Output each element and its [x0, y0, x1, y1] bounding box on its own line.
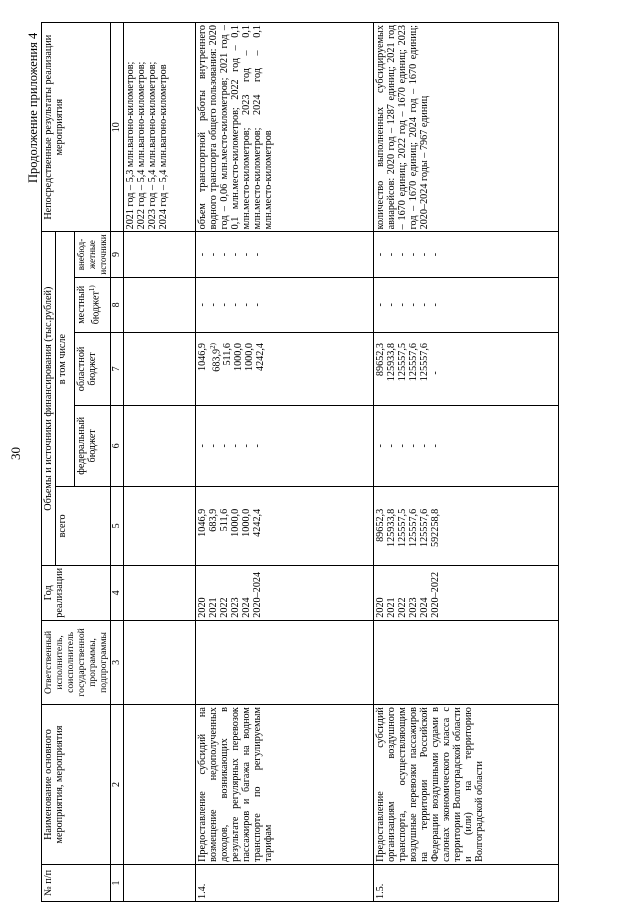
row-local: - - - - - -	[196, 277, 374, 332]
row-regional: 89652,3 125933,8 125557,5 125557,6 125557,6 -	[374, 333, 559, 406]
row-results: объем транспортной работы внутреннего водного транспорта общего пользования: 2020 год – 0,06 млн.место-километров; 2021 год – 0,1 млн.место-километров; 2022 год – 0,1 млн.место-километров; 2023 год – 0,1 млн.место-километров; 2024 год – 0,1 млн.место-километров	[196, 23, 374, 232]
row-local: - - - - - -	[374, 277, 559, 332]
column-number: 5	[111, 486, 124, 565]
header-executor: Ответственный исполнитель, соисполнитель государственной программы, подпрограммы	[42, 620, 111, 704]
header-funding: Объемы и источники финансирования (тыс.рублей)	[42, 232, 56, 566]
row-executor	[196, 620, 374, 704]
row-years: 2020 2021 2022 2023 2024 2020–2024	[196, 565, 374, 620]
table-row	[196, 23, 374, 902]
row-total: 89652,3 125933,8 125557,5 125557,6 125557,6 592258,8	[374, 486, 559, 565]
column-number: 6	[111, 405, 124, 486]
header-num: № п/п	[42, 864, 111, 901]
header-year: Год реализации	[42, 565, 111, 620]
header-federal: федеральный бюджет	[75, 405, 111, 486]
column-number: 2	[111, 705, 124, 865]
page-number: 30	[8, 447, 23, 460]
row-executor	[374, 620, 559, 704]
row-results: количество выполненных субсидируемых авиарейсов: 2020 год – 1287 единиц; 2021 год – 1670 единиц; 2022 год – 1670 единиц; 2023 год – 1670 единиц; 2024 год – 1670 единиц; 2020–2024 годы – 7967 единиц	[374, 23, 559, 232]
row-name: Предоставление субсидий организациям воздушного транспорта, осуществляющим воздушные перевозки пассажиров на территории Российской Федерации воздушными судами в салонах экономического класса с территории Волгоградской области и (или) на территорию Волгоградской области	[374, 705, 559, 865]
column-number: 3	[111, 620, 124, 704]
column-number: 4	[111, 565, 124, 620]
header-including: в том числе	[56, 232, 75, 486]
header-name: Наименование основного мероприятия, мероприятия	[42, 705, 111, 865]
header-regional: областной бюджет	[75, 333, 111, 406]
column-number: 8	[111, 277, 124, 332]
header-extra: внебюд-жетные источники	[75, 232, 111, 277]
continuation-label: Продолжение приложения 4	[26, 32, 40, 183]
row-total: 1046,9 683,9 511,6 1000,0 1000,0 4242,4	[196, 486, 374, 565]
header-total: всего	[56, 486, 111, 565]
column-number: 9	[111, 232, 124, 277]
row-years: 2020 2021 2022 2023 2024 2020–2022	[374, 565, 559, 620]
row-federal: - - - - - -	[374, 405, 559, 486]
top-results-cell: 2021 год – 5,3 млн.вагоно-километров; 2022 год – 5,4 млн.вагоно-километров; 2023 год – 5,4 млн.вагоно-километров; 2024 год – 5,4 млн.вагоно-километров	[124, 23, 196, 232]
program-table	[41, 22, 559, 902]
row-federal: - - - - - -	[196, 405, 374, 486]
header-local: местный бюджет$^{1)}$	[75, 277, 111, 332]
row-extra: - - - - - -	[196, 232, 374, 277]
row-name: Предоставление субсидий на возмещение недополученных доходов, возникающих в результате регулярных перевозок пассажиров и багажа на водном транспорте по регулируемым тарифам	[196, 705, 374, 865]
header-results: Непосредственные результаты реализации мероприятия	[42, 23, 111, 232]
column-number: 1	[111, 864, 124, 901]
row-regional: 1046,9 683,9$^{2)}$ 511,6 1000,0 1000,0 4242,4	[196, 333, 374, 406]
row-num: 1.5.	[374, 864, 559, 901]
table-row	[374, 23, 559, 902]
column-numbers-row	[111, 23, 124, 902]
column-number: 7	[111, 333, 124, 406]
row-extra: - - - - - -	[374, 232, 559, 277]
column-number: 10	[111, 23, 124, 232]
row-num: 1.4.	[196, 864, 374, 901]
